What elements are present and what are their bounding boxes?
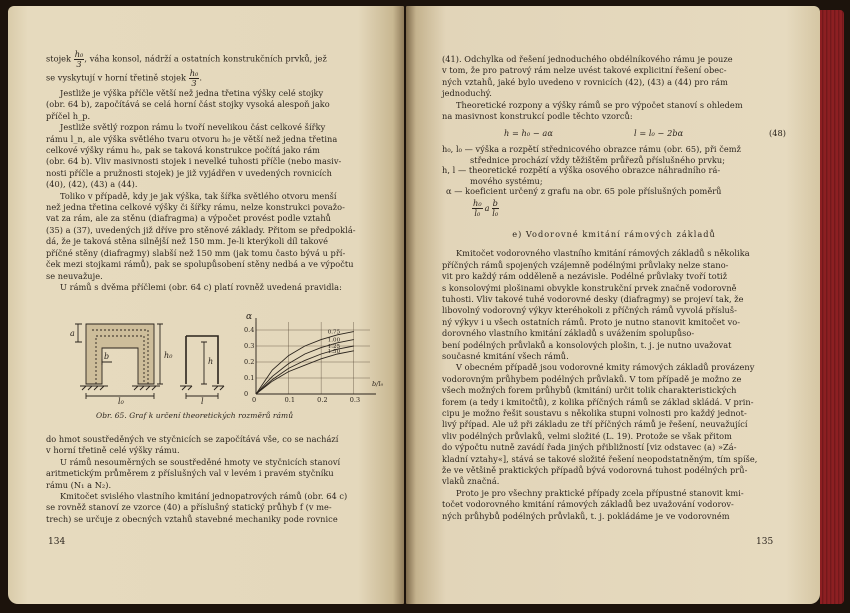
text-line: příčel h_p. [46,110,91,121]
text-line: Theoretické rozpony a výšky rámů se pro výpočet stanoví s ohledem [456,99,743,110]
chart-grid [256,322,370,394]
text-fragment: stojek [46,53,72,64]
text-line: h, l — theoretické rozpětí a výška osového obrazce náhradního rá- [442,165,721,176]
chart-y-tick-label: 0.2 [244,358,255,366]
text-line: vit pro každý rám odděleně a nezávisle. Podélné průvlaky tvoří totiž [442,271,728,282]
label-h0: h₀ [164,351,173,360]
text-line: bení podélných průvlaků a konsolových plošin, t. j. je nutno uvažovat [442,339,732,350]
text-line: současné kmitání všech rámů. [442,351,569,361]
text-line: Kmitočet vodorovného vlastního kmitání rámových základů s několika [456,248,750,259]
fraction-numerator: h₀ [74,49,84,59]
text-line: trech) se určuje z obecných vztahů stavebné mechaniky pode rovnice [46,513,338,524]
text-line: dorovného vlastního kmitání základů s uvážením spolupůso- [442,328,695,339]
text-line: (obr. 64 b). Vliv masivnosti stojek i nevelké tuhosti příčle (nebo masiv- [46,156,342,167]
text-line: (41). Odchylka od řešení jednoduchého obdélníkového rámu je pouze [442,54,733,64]
text-line: ný výkyv i u všech ostatních rámů. Proto je nutno stanovit kmitočet vo- [442,316,741,327]
text-fragment: , váha konsol, nádrží a ostatních konstrukčních prvků, jež [84,53,327,64]
text-line: forem (a tedy i kmitočtů), z kolika příčných rámů se základ skládá. V prin- [442,396,754,407]
text-fragment: se vyskytují v horní třetině stojek [46,72,187,83]
text-line: cipu je možno řešit soustavu s několika stupni volnosti pro každý jednot- [442,408,747,419]
ratio-b-l0 [492,199,499,218]
text-line: ných průhybů podélných průvlaků, t. j. pokládáme je ve vodorovném [442,510,730,521]
chart-y-tick-label: 0 [244,390,249,398]
text-line: Jestliže světlý rozpon rámu l₀ tvoří nevelikou část celkové šířky [60,122,326,133]
text-line: se neuvažuje. [46,270,103,281]
fraction-h0-3 [74,50,85,69]
left-page [8,6,404,604]
chart-y-tick-label: 0.1 [244,374,255,382]
text-line: Toliko v případě, kdy je jak výška, tak šířka světlého otvoru menší [60,190,337,201]
chart-x-tick-label: 0.2 [317,396,328,404]
equation-48 [442,122,786,144]
chart-series-label: 0.75 [327,329,341,336]
text-line: že ve většině praktických případů bývá vodorovná tuhost podélných prů- [442,465,748,476]
fraction-denominator: l₀ [492,208,499,219]
text-line: s konsolovými plošinami obvykle konstrukční prvek značně vodorovně [442,282,737,293]
text-fragment: . [199,72,203,83]
fraction-numerator: h₀ [189,68,199,78]
ratio-a: a [484,203,490,214]
ratios [442,197,786,221]
chart-x-tick-label: 0.1 [284,396,296,404]
chart-series-label: 1.50 [327,348,341,355]
text-line: ných vztahů, jaké bylo uvedeno v rovnicích (42), (43) a (44) pro rám [442,76,728,87]
chart-labels [244,326,360,404]
text-line: V obecném případě jsou vodorovné kmity rámových základů provázeny [456,362,755,373]
right-page [406,6,820,604]
text-line: kladní vztahy«], stává se takové složité řešení neopodstatněným, tím spíše, [442,453,758,464]
text-line: (40), (42), (43) a (44). [46,179,138,190]
section-heading: e) Vodorovné kmitání rámových základů [512,228,716,239]
line-upper-third [46,69,374,88]
ratio-h0-l0 [472,199,483,218]
line-stojek [46,50,374,69]
text-line: v tom, že pro patrový rám nelze uvést takové explicitní řešení obec- [442,65,727,76]
text-line: vodorovným průhybem podélných průvlaků. V tom případě je možno ze [442,373,742,384]
text-line: do výpočtu nutně zavádí řada jiných přibližností [viz odstavec (a) »Zá- [442,442,737,453]
text-line: příčné stěny (diafragmy) slabší než 150 mm (jak tomu často bývá u pří- [46,247,346,258]
text-line: rámu l_n, ale výška světlého tvaru otvoru h₀ je větší než jedna třetina [46,133,338,144]
text-line: livý případ. Ale už při základu ze tří příčných rámů je řešení, neuvažující [442,419,748,430]
chart-y-tick-label: 0.3 [244,342,255,350]
text-line: vat za rám, ale za stěnu (diafragma) a výpočet provést podle vztahů [46,213,331,224]
chart-y-tick-label: 0.4 [244,326,255,334]
text-line: (35) a (37), uvedených již dříve pro stěnové základy. Přitom se předpoklá- [46,224,356,235]
text-line: dá, že je taková stěna silnější než 150 mm. Je-li kterýkoli díl takové [46,236,329,247]
text-line: vlaků značná. [442,476,500,487]
text-line: jednoduchý. [442,88,492,99]
fraction-numerator: h₀ [473,198,482,209]
text-line: nosti příčle a pružnosti stojek) je již vyjádřen v uvedených rovnicích [46,167,332,178]
book-page-edges [820,10,844,604]
paragraph [46,191,374,282]
text-line: (obr. 64 b), započítává se celá horní část stojky vysoká alespoň jako [46,99,330,110]
paragraph [46,491,374,525]
left-text-bottom [46,434,374,525]
text-line: α — koeficient určený z grafu na obr. 65 pole příslušných poměrů [446,186,722,197]
paragraph [46,434,374,457]
text-line: Kmitočet svislého vlastního kmitání jednopatrových rámů (obr. 64 c) [60,491,348,502]
text-line: celkové výšky rámu h₀, pak se taková konstrukce počítá jako rám [46,145,320,156]
chart-x-tick-label: 0 [252,396,257,404]
fraction-numerator: b [492,198,498,209]
page-number-left: 134 [48,537,66,547]
text-line: točet vodorovného kmitání rámových základů bez uvažování vodorov- [442,499,734,510]
definitions [442,144,786,197]
chart-x-tick-label: 0.3 [349,396,361,404]
text-line: v horní třetině celé výšky rámu. [46,445,180,456]
text-line: všech možných forem průhybů (kmitání) určit tolik charakteristických [442,385,737,396]
frame-diagram [58,312,233,404]
text-line: aritmetickým průměrem z příslušných val v levém i pravém styčníku [46,468,334,479]
label-l0: l₀ [118,397,124,404]
chart-series-label: 1.25 [327,344,341,350]
label-a: a [70,329,75,338]
text-line: příčných rámů spojených vzájemně podélnými průvlaky nelze stano- [442,259,729,270]
text-line: střednice prochází vždy těžištěm průřezů příslušného prvku; [470,154,726,165]
text-line: mového systému; [470,175,543,186]
paragraph [442,100,786,123]
equation-number: (48) [768,127,786,138]
text-line: Jestliže je výška příčle větší než jedna třetina výšky celé stojky [60,88,324,98]
text-line: U rámů s dvěma příčlemi (obr. 64 c) platí rovněž uvedená pravidla: [60,281,342,292]
text-line: libovolný vodorovný výkyv kteréhokoli z příčných rámů vyvolá přísluš- [442,305,737,316]
paragraph [46,122,374,190]
chart-ylabel: α [246,312,253,322]
text-line: než jedna třetina celkové výšky či šířky rámu, nelze konstrukci považo- [46,202,345,213]
paragraph [442,362,786,487]
paragraph [46,282,374,293]
fraction-denominator: l₀ [474,208,481,219]
label-b: b [104,352,110,361]
text-line: do hmot soustředěných ve styčnicích se započítává vše, co se nachází [46,434,339,444]
text-line: se rovněž stanoví ze vzorce (40) a příslušný statický průhyb f (v me- [46,502,332,513]
alpha-chart [232,308,392,408]
fraction-h0-3 [189,68,203,88]
label-l: l [201,397,204,404]
equation-right: l = l₀ − 2bα [634,127,684,138]
page-number-right: 135 [756,537,774,547]
fraction-denominator: 3 [191,78,197,88]
text-line: U rámů nesouměrných se soustředěné hmoty ve styčnicích stanoví [60,456,341,467]
paragraph [46,88,374,122]
left-text-top [46,50,374,293]
figure-caption: Obr. 65. Graf k určení theoretických rozměrů rámů [96,411,294,420]
text-line: h₀, l₀ — výška a rozpětí střednicového obrazce rámu (obr. 65), při čemž [442,144,741,155]
text-line: na masivnost konstrukcí podle těchto vzorců: [442,111,633,122]
text-line: tuhosti. Vliv takové tuhé vodorovné desky (diafragmy) se projeví tak, že [442,293,744,304]
text-line: Proto je pro všechny praktické případy zcela přípustné stanovit kmi- [456,487,744,498]
label-h: h [208,357,214,366]
paragraph [46,457,374,491]
paragraph [442,488,786,522]
paragraph [442,248,786,362]
text-line: vliv podélných průvlaků, velmi složité (L. 19). Protože se však přitom [442,430,732,441]
right-text [442,54,786,522]
chart-xlabel: b/l₀ [372,380,384,388]
text-line: rámu (N₁ a N₂). [46,479,112,490]
paragraph [442,54,786,100]
equation-left: h = h₀ − aα [504,127,553,138]
chart-series-label: 1.00 [327,337,341,344]
fraction-denominator: 3 [76,59,82,69]
text-line: ček mezi stojkami rámů), pak se spolupůsobení stěny nedbá a ve výpočtu [46,259,354,270]
